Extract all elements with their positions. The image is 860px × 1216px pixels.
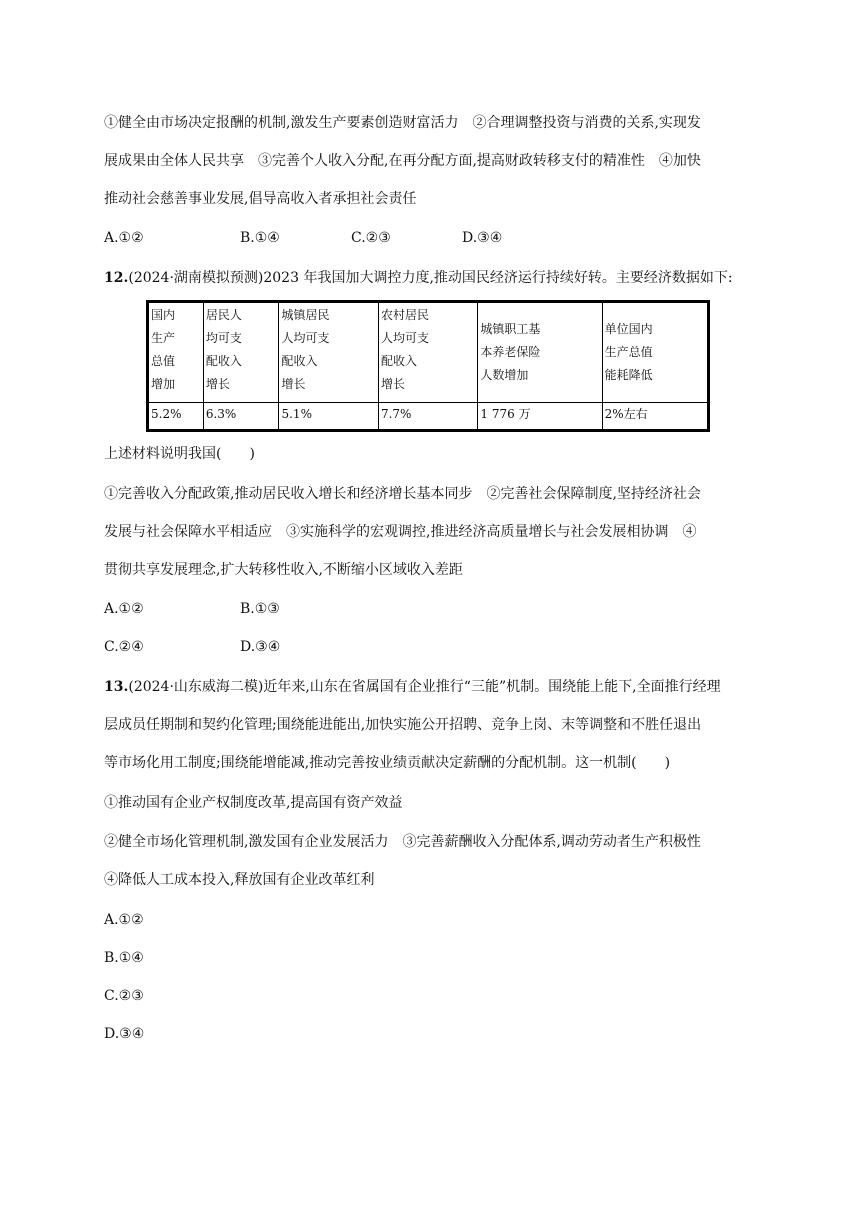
q12-prompt: 上述材料说明我国( ) bbox=[104, 446, 255, 462]
economic-data-table bbox=[146, 300, 710, 432]
table-header-cell: 居民人 均可支 配收入 增长 bbox=[203, 302, 279, 403]
q13-option-c[interactable]: C.②③ bbox=[104, 988, 144, 1004]
table-cell: 5.2% bbox=[148, 403, 204, 431]
q11-option-b[interactable]: B.①④ bbox=[240, 230, 280, 246]
table-header-row bbox=[148, 302, 709, 403]
table-cell: 6.3% bbox=[203, 403, 279, 431]
table-header-cell: 单位国内 生产总值 能耗降低 bbox=[602, 302, 708, 403]
q13-stem-text: (2024·山东威海二模)近年来,山东在省属国有企业推行“三能”机制。围绕能上能下,全面推行经理 bbox=[128, 679, 721, 695]
q12-statement-line-1: ①完善收入分配政策,推动居民收入增长和经济增长基本同步 ②完善社会保障制度,坚持经济社会 bbox=[104, 486, 701, 502]
q12-option-c[interactable]: C.②④ bbox=[104, 639, 144, 655]
q11-option-c[interactable]: C.②③ bbox=[351, 230, 391, 246]
q11-statement-line-1: ①健全由市场决定报酬的机制,激发生产要素创造财富活力 ②合理调整投资与消费的关系,实现发 bbox=[104, 115, 701, 131]
q13-statement-3: ④降低人工成本投入,释放国有企业改革红利 bbox=[104, 872, 375, 888]
q12-number: 12. bbox=[104, 270, 129, 286]
table-header-cell: 城镇居民 人均可支 配收入 增长 bbox=[279, 302, 378, 403]
q13-statement-2: ②健全市场化管理机制,激发国有企业发展活力 ③完善薪酬收入分配体系,调动劳动者生产积极性 bbox=[104, 834, 701, 850]
q13-stem-line-3: 等市场化用工制度;围绕能增能减,推动完善按业绩贡献决定薪酬的分配机制。这一机制( ) bbox=[104, 755, 671, 771]
q11-option-d[interactable]: D.③④ bbox=[462, 230, 503, 246]
table-header-cell: 城镇职工基 本养老保险 人数增加 bbox=[478, 302, 602, 403]
table-cell: 7.7% bbox=[378, 403, 477, 431]
table-cell: 2%左右 bbox=[602, 403, 708, 431]
table-cell: 5.1% bbox=[279, 403, 378, 431]
q12-stem-text: (2024·湖南模拟预测)2023 年我国加大调控力度,推动国民经济运行持续好转。主要经济数据如下: bbox=[128, 270, 733, 286]
q13-number: 13. bbox=[104, 679, 129, 695]
q13-stem-line-2: 层成员任期制和契约化管理;围绕能进能出,加快实施公开招聘、竞争上岗、末等调整和不胜任退出 bbox=[104, 717, 702, 733]
table-header-cell: 农村居民 人均可支 配收入 增长 bbox=[378, 302, 477, 403]
table-cell: 1 776 万 bbox=[478, 403, 602, 431]
q12-option-a[interactable]: A.①② bbox=[104, 601, 144, 617]
q11-statement-line-3: 推动社会慈善事业发展,倡导高收入者承担社会责任 bbox=[104, 191, 417, 207]
table-header-cell: 国内 生产 总值 增加 bbox=[148, 302, 204, 403]
q12-option-d[interactable]: D.③④ bbox=[240, 639, 281, 655]
q13-statement-1: ①推动国有企业产权制度改革,提高国有资产效益 bbox=[104, 795, 403, 811]
q13-option-d[interactable]: D.③④ bbox=[104, 1026, 145, 1042]
table-values-row bbox=[148, 403, 709, 431]
q13-option-a[interactable]: A.①② bbox=[104, 912, 144, 928]
q12-option-b[interactable]: B.①③ bbox=[240, 601, 280, 617]
q13-stem-line-1 bbox=[104, 677, 721, 697]
q12-statement-line-3: 贯彻共享发展理念,扩大转移性收入,不断缩小区域收入差距 bbox=[104, 562, 463, 578]
q13-option-b[interactable]: B.①④ bbox=[104, 950, 144, 966]
q11-statement-line-2: 展成果由全体人民共享 ③完善个人收入分配,在再分配方面,提高财政转移支付的精准性 ④加快 bbox=[104, 153, 701, 169]
q11-option-a[interactable]: A.①② bbox=[104, 230, 144, 246]
q12-stem bbox=[104, 268, 733, 288]
q12-statement-line-2: 发展与社会保障水平相适应 ③实施科学的宏观调控,推进经济高质量增长与社会发展相协调 ④ bbox=[104, 524, 697, 540]
